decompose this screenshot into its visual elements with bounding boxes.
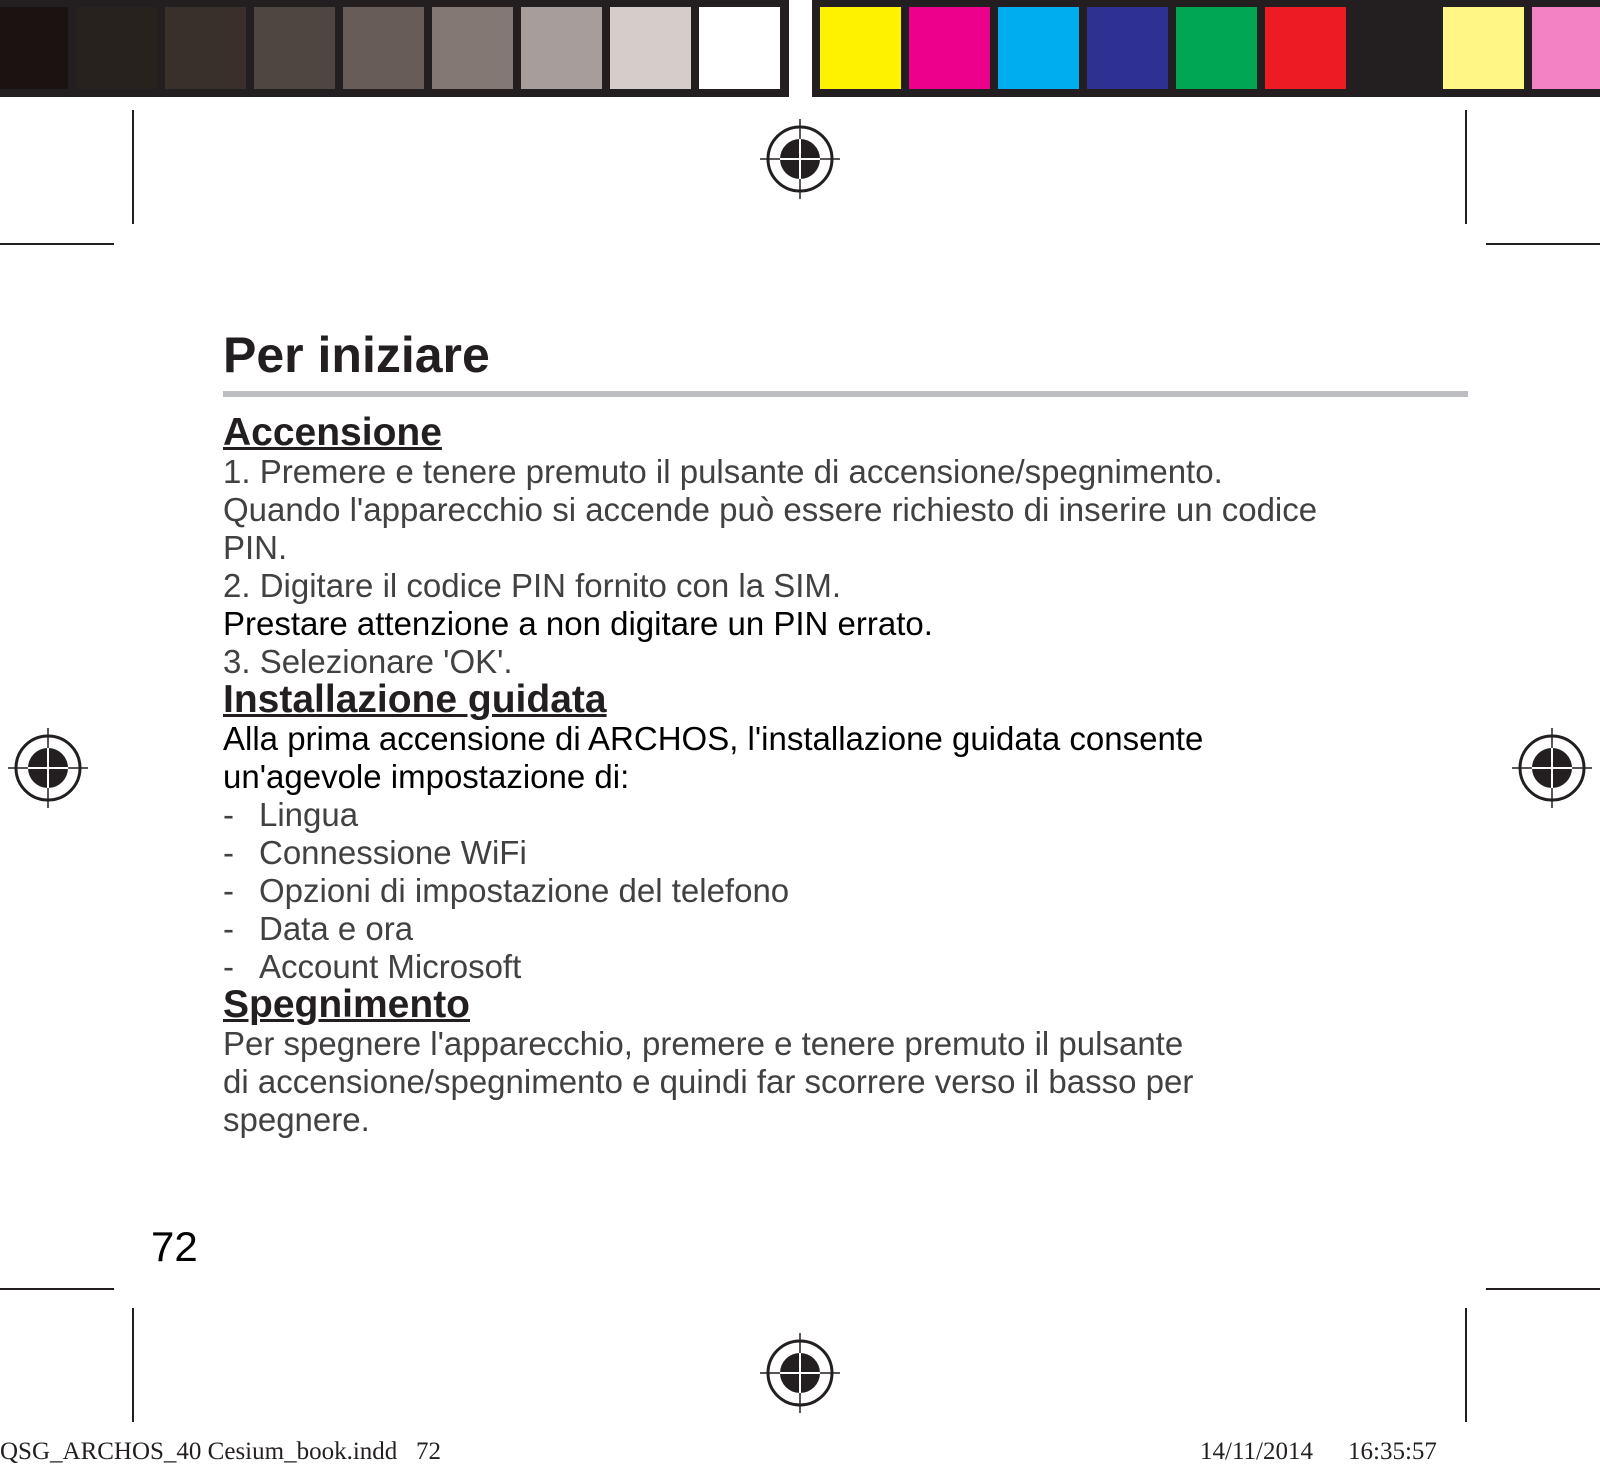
paragraph-line: di accensione/spegnimento e quindi far scorrere verso il basso per	[223, 1063, 1194, 1100]
paragraph-line: spegnere.	[223, 1101, 370, 1138]
page-number: 72	[151, 1223, 198, 1270]
title-divider	[223, 391, 1468, 397]
dash-bullet: -	[223, 948, 234, 985]
list-item	[223, 910, 1468, 948]
crop-mark	[1465, 110, 1467, 224]
paragraph-line: un'agevole impostazione di:	[223, 758, 630, 795]
list-item	[223, 948, 1468, 986]
list-item	[223, 872, 1468, 910]
red-swatch	[1265, 7, 1346, 89]
white-swatch	[699, 7, 780, 89]
pink-swatch	[1532, 7, 1600, 89]
gray-swatch	[610, 7, 691, 89]
slug-filename: QSG_ARCHOS_40 Cesium_book.indd 72	[0, 1438, 442, 1465]
paragraph-line: PIN.	[223, 529, 288, 566]
slug-date: 14/11/2014	[1200, 1438, 1313, 1465]
list-item	[223, 834, 1468, 872]
crop-mark	[1465, 1308, 1467, 1422]
magenta-swatch	[909, 7, 990, 89]
dash-bullet: -	[223, 872, 234, 909]
dash-bullet: -	[223, 834, 234, 871]
gray-swatch	[432, 7, 513, 89]
gray-calibration-bar	[0, 0, 789, 97]
setup-options-list	[223, 796, 1468, 986]
paragraph-line: Alla prima accensione di ARCHOS, l'installazione guidata consente	[223, 720, 1204, 757]
page-title: Per iniziare	[223, 327, 490, 383]
crop-mark	[1486, 243, 1600, 245]
gray-swatch	[165, 7, 246, 89]
gray-swatch	[343, 7, 424, 89]
green-swatch	[1176, 7, 1257, 89]
section-heading: Accensione	[223, 411, 442, 454]
process-color-bar	[812, 0, 1600, 97]
gray-swatch	[254, 7, 335, 89]
gray-swatch	[76, 7, 157, 89]
registration-mark-icon	[1512, 728, 1592, 808]
blue-swatch	[1087, 7, 1168, 89]
paragraph-line: Per spegnere l'apparecchio, premere e tenere premuto il pulsante	[223, 1025, 1184, 1062]
registration-mark-icon	[8, 728, 88, 808]
crop-mark	[1486, 1288, 1600, 1290]
dash-bullet: -	[223, 910, 234, 947]
gray-swatch	[521, 7, 602, 89]
crop-mark	[132, 110, 134, 224]
light-yellow-swatch	[1443, 7, 1524, 89]
warning-line: Prestare attenzione a non digitare un PIN errato.	[223, 605, 933, 642]
section-installazione	[223, 680, 1468, 986]
page-header	[223, 322, 1468, 388]
registration-mark-icon	[760, 119, 840, 199]
section-heading: Spegnimento	[223, 983, 471, 1026]
section-spegnimento	[223, 985, 1468, 1139]
crop-mark	[0, 243, 114, 245]
list-item-label: Connessione WiFi	[259, 834, 527, 871]
list-item-label: Lingua	[259, 796, 359, 833]
paragraph-line: 1. Premere e tenere premuto il pulsante di accensione/spegnimento.	[223, 453, 1223, 490]
section-heading: Installazione guidata	[223, 678, 607, 721]
list-item	[223, 796, 1468, 834]
list-item-label: Data e ora	[259, 910, 414, 947]
gray-swatch	[0, 7, 68, 89]
yellow-swatch	[820, 7, 901, 89]
dash-bullet: -	[223, 796, 234, 833]
cyan-swatch	[998, 7, 1079, 89]
paragraph-line: 3. Selezionare 'OK'.	[223, 643, 513, 680]
registration-mark-icon	[760, 1333, 840, 1413]
black-swatch	[1354, 7, 1435, 89]
crop-mark	[132, 1308, 134, 1422]
section-accensione	[223, 413, 1468, 681]
list-item-label: Account Microsoft	[259, 948, 522, 985]
slug-time: 16:35:57	[1348, 1438, 1437, 1465]
paragraph-line: Quando l'apparecchio si accende può essere richiesto di inserire un codice	[223, 491, 1318, 528]
list-item-label: Opzioni di impostazione del telefono	[259, 872, 790, 909]
crop-mark	[0, 1288, 114, 1290]
paragraph-line: 2. Digitare il codice PIN fornito con la SIM.	[223, 567, 842, 604]
